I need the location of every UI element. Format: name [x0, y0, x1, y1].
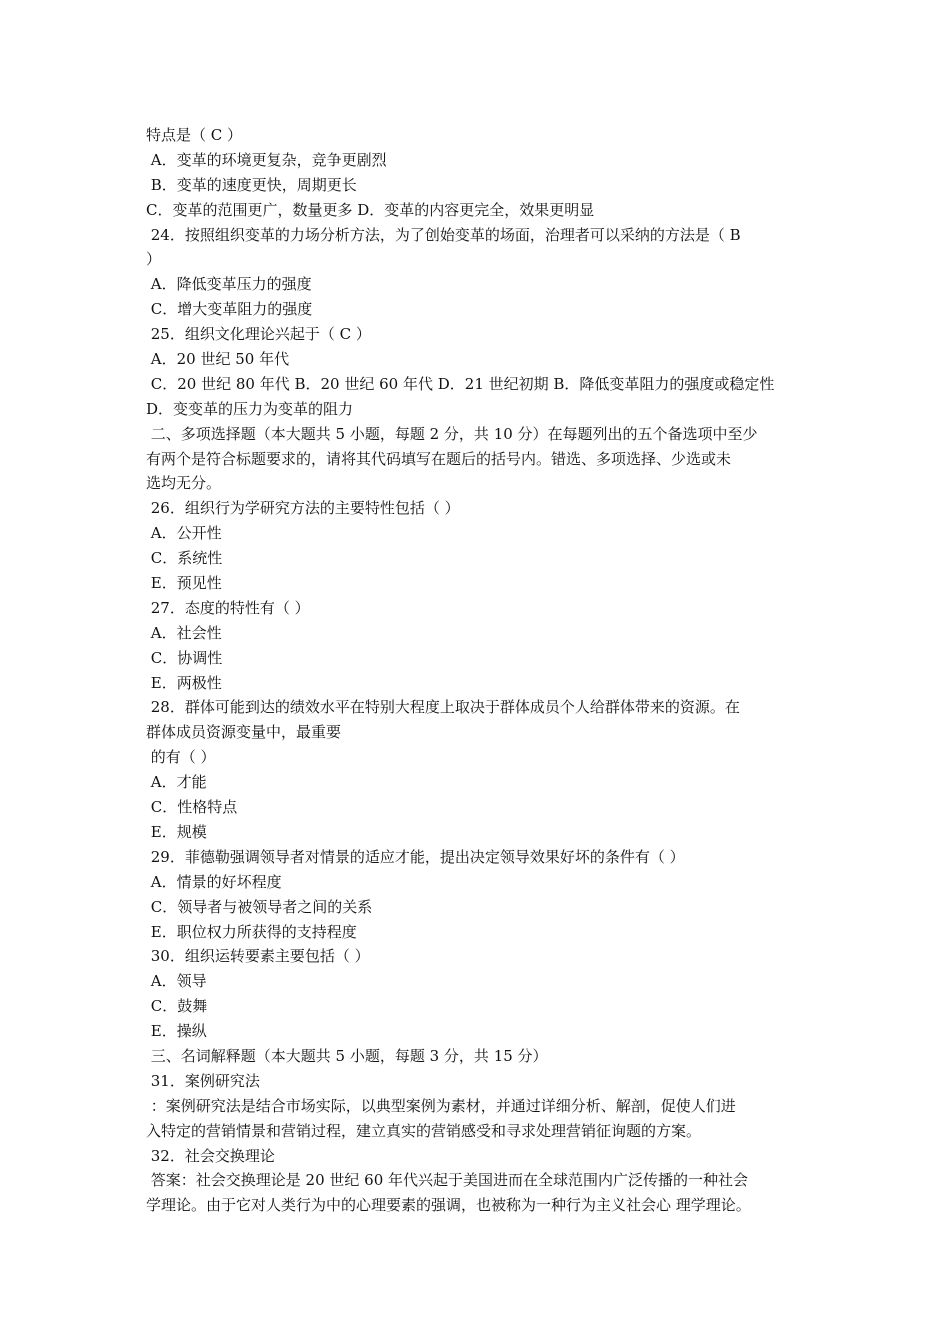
option-line: A．才能 [146, 773, 207, 792]
answer-31: ：案例研究法是结合市场实际，以典型案例为素材，并通过详细分析、解剖，促使人们进 [146, 1096, 736, 1115]
option-line: A．社会性 [146, 623, 222, 642]
answer-32-continued: 学理论。由于它对人类行为中的心理要素的强调，也被称为一种行为主义社会心 理学理论。 [146, 1196, 751, 1215]
option-line: E．两极性 [146, 673, 222, 692]
option-line: A．变革的环境更复杂，竞争更剧烈 [146, 150, 387, 169]
answer-31-continued: 入特定的营销情景和营销过程，建立真实的营销感受和寻求处理营销征询题的方案。 [146, 1121, 702, 1140]
question-29: 29．菲德勒强调领导者对情景的适应才能，提出决定领导效果好坏的条件有（ ） [146, 847, 685, 866]
option-line: A．公开性 [146, 524, 222, 543]
option-line: B．变革的速度更快，周期更长 [146, 175, 357, 194]
question-24: 24．按照组织变革的力场分析方法，为了创始变革的场面，治理者可以采纳的方法是（ B [146, 225, 741, 244]
option-line: C．系统性 [146, 549, 223, 568]
question-26: 26．组织行为学研究方法的主要特性包括（ ） [146, 499, 460, 518]
option-line: E．预见性 [146, 574, 222, 593]
section-instructions: 选均无分。 [146, 474, 222, 493]
option-line: A．情景的好坏程度 [146, 872, 282, 891]
option-line: C．性格特点 [146, 798, 238, 817]
option-line: E．职位权力所获得的支持程度 [146, 922, 357, 941]
option-line: E．操纵 [146, 1022, 207, 1041]
option-line: A．降低变革压力的强度 [146, 275, 312, 294]
option-line: C．鼓舞 [146, 997, 208, 1016]
text-line: ） [146, 250, 162, 269]
question-31: 31．案例研究法 [146, 1071, 260, 1090]
option-line: C．变革的范围更广，数量更多 D．变革的内容更完全，效果更明显 [146, 200, 595, 219]
section-instructions: 有两个是符合标题要求的，请将其代码填写在题后的括号内。错选、多项选择、少选或未 [146, 449, 732, 468]
question-25: 25．组织文化理论兴起于（ C ） [146, 325, 371, 344]
option-line: C．增大变革阻力的强度 [146, 300, 313, 319]
answer-32: 答案：社会交换理论是 20 世纪 60 年代兴起于美国进而在全球范围内广泛传播的一种社会 [146, 1171, 749, 1190]
option-line: C．协调性 [146, 648, 223, 667]
option-line: E．规模 [146, 822, 207, 841]
text-line: 特点是（ C ） [146, 126, 243, 144]
option-line: A．20 世纪 50 年代 [146, 350, 290, 369]
option-line: C．20 世纪 80 年代 B．20 世纪 60 年代 D．21 世纪初期 B．降低变革阻力的强度或稳定性 [146, 374, 775, 393]
question-28: 28．群体可能到达的绩效水平在特别大程度上取决于群体成员个人给群体带来的资源。在 [146, 698, 740, 717]
section-heading-term-definitions: 三、名词解释题（本大题共 5 小题，每题 3 分，共 15 分） [146, 1046, 548, 1065]
option-line: D．变变革的压力为变革的阻力 [146, 399, 354, 418]
question-28-continued: 群体成员资源变量中，最重要 [146, 723, 342, 742]
question-28-continued: 的有（ ） [146, 748, 216, 767]
question-32: 32．社会交换理论 [146, 1146, 275, 1165]
question-30: 30．组织运转要素主要包括（ ） [146, 947, 370, 966]
section-heading-multiple-choice: 二、多项选择题（本大题共 5 小题，每题 2 分，共 10 分）在每题列出的五个备选项中至少 [146, 424, 758, 443]
question-27: 27．态度的特性有（ ） [146, 598, 310, 617]
option-line: C．领导者与被领导者之间的关系 [146, 897, 373, 916]
document-body [146, 123, 826, 1218]
option-line: A．领导 [146, 972, 207, 991]
